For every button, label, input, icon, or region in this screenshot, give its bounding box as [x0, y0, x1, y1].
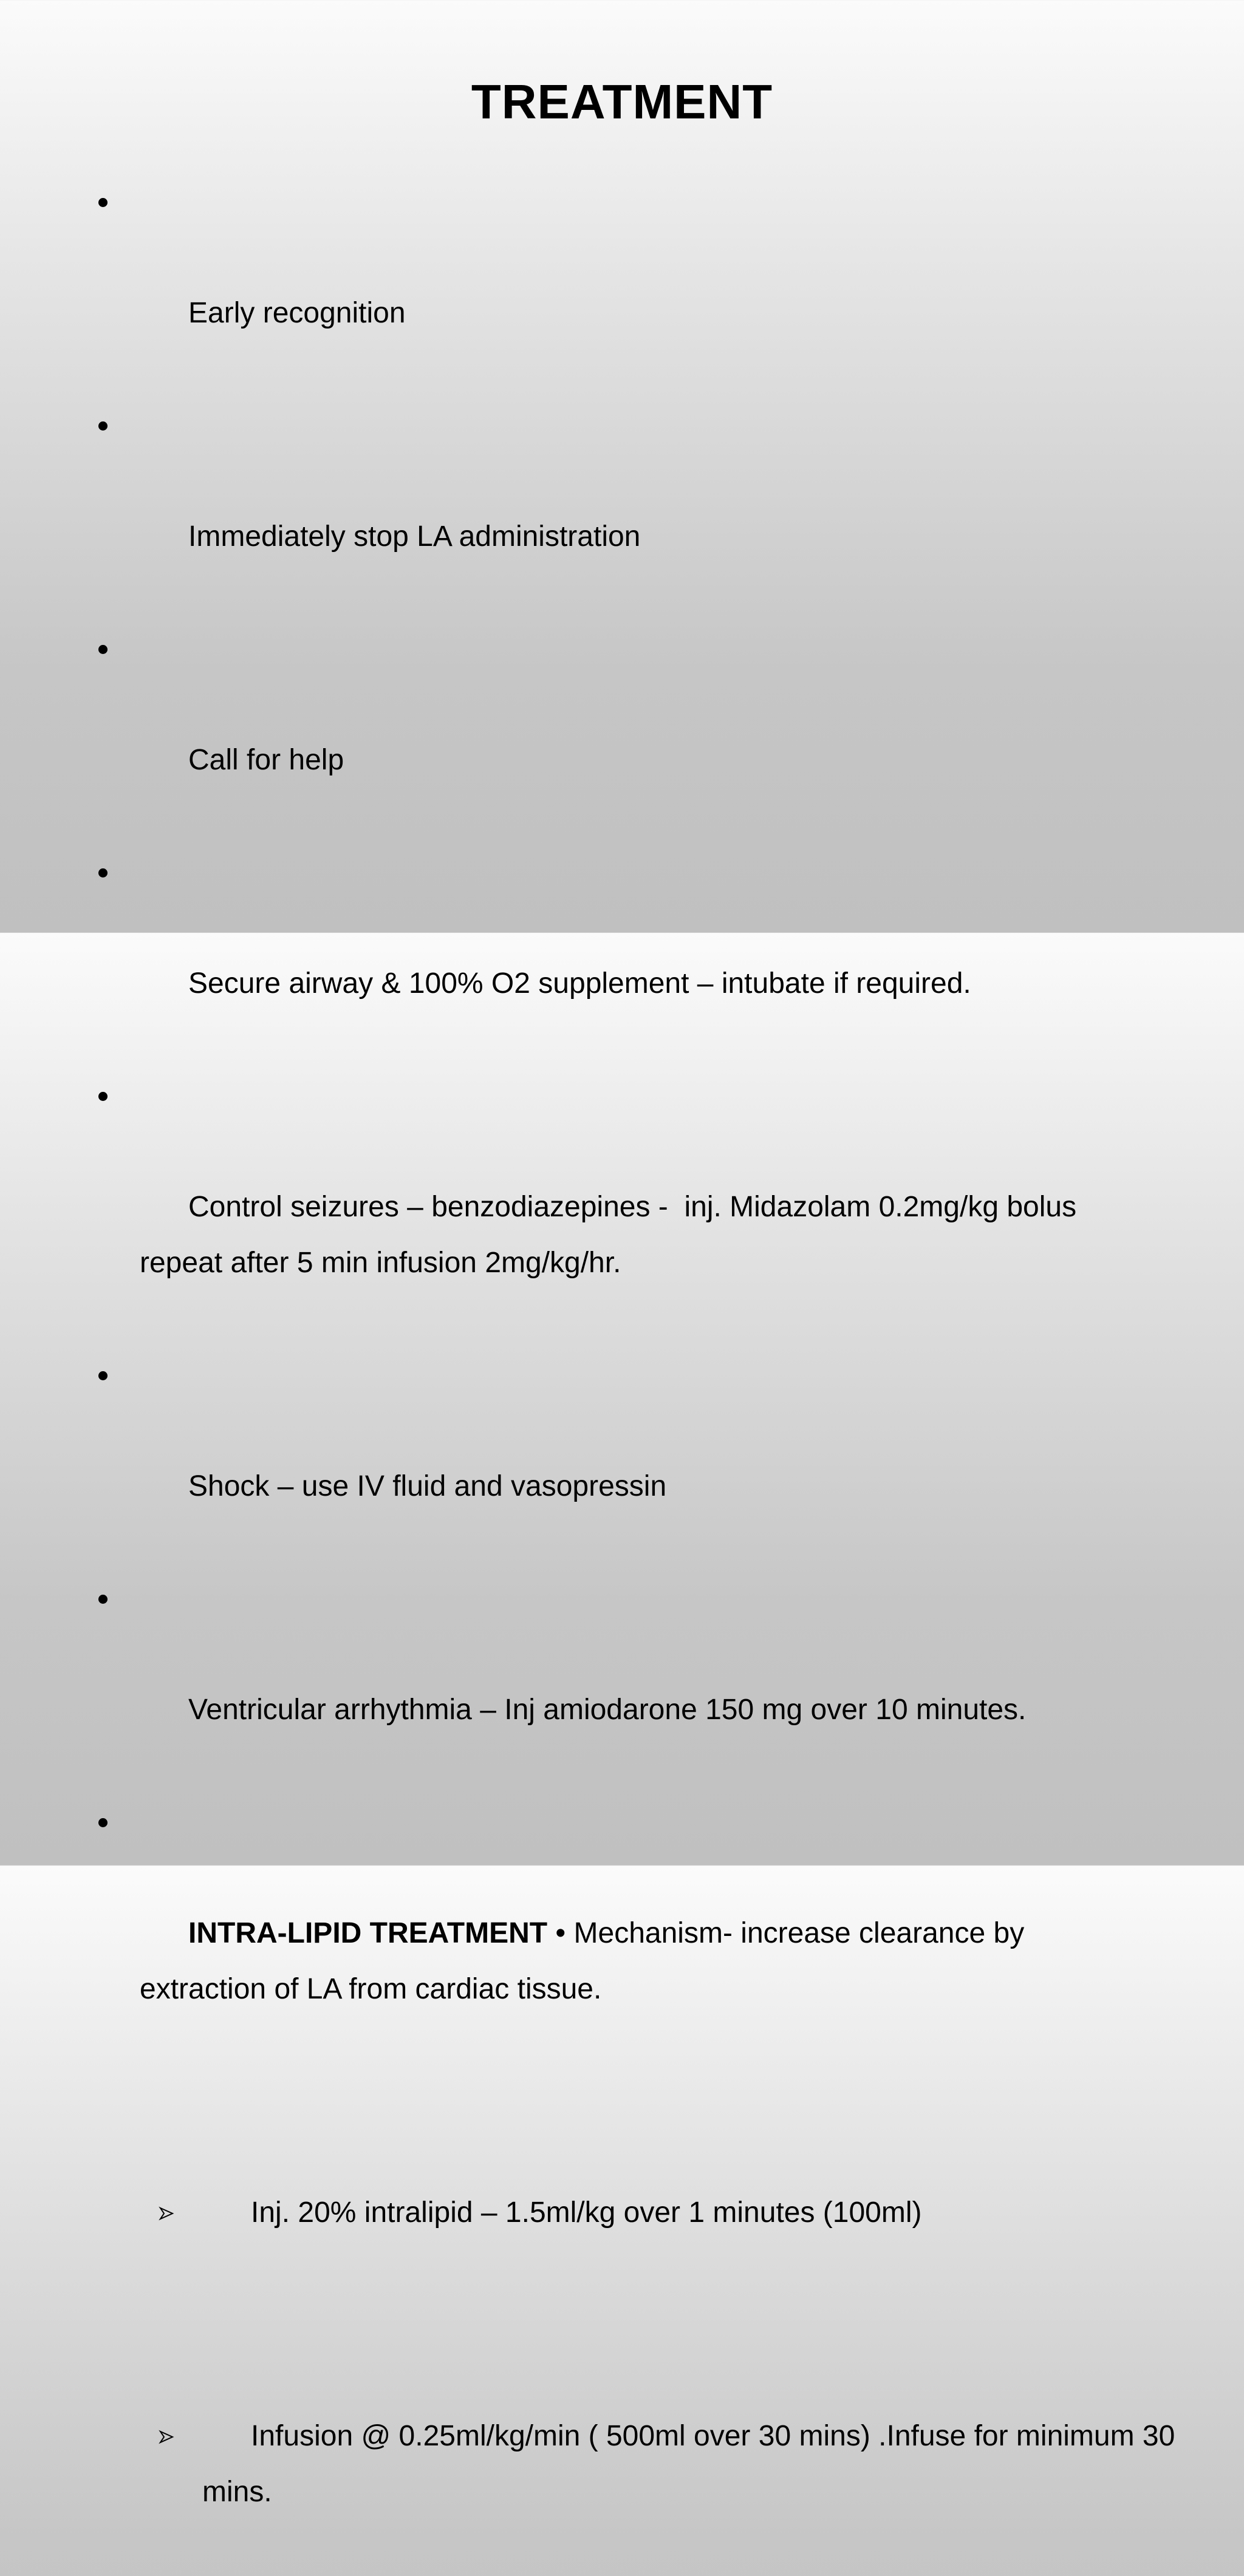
bullet-item — [0, 844, 1244, 1068]
bullet-dot-icon — [98, 645, 108, 654]
bullet-item — [0, 397, 1244, 621]
bullet-text: Early recognition — [188, 297, 406, 329]
sub-bullet-text: Inj. 20% intralipid – 1.5ml/kg over 1 minutes (100ml) — [251, 2196, 922, 2229]
bullet-dot-icon — [98, 1371, 108, 1380]
sub-bullet-text: Infusion @ 0.25ml/kg/min ( 500ml over 30 mins) .Infuse for minimum 30 mins. — [202, 2420, 1183, 2508]
bullet-item — [0, 1347, 1244, 1570]
bullet-dot-icon — [98, 1092, 108, 1101]
bullet-text: Immediately stop LA administration — [188, 520, 641, 553]
bullet-dot-icon — [98, 1595, 108, 1604]
bullet-list — [0, 174, 1244, 2576]
bullet-item — [0, 1794, 1244, 2073]
bullet-bold-text: INTRA-LIPID TREATMENT — [188, 1917, 548, 1949]
bullet-item — [0, 1068, 1244, 1347]
bullet-dot-icon — [98, 868, 108, 877]
slide-title: TREATMENT — [471, 75, 773, 129]
bullet-item — [0, 1570, 1244, 1794]
bullet-dot-icon — [98, 421, 108, 431]
bullet-text: Call for help — [188, 744, 344, 776]
arrow-bullet-icon — [159, 2297, 200, 2555]
bullet-dot-icon — [98, 1818, 108, 1827]
bullet-dot-icon — [98, 198, 108, 207]
bullet-text: • Mechanism- increase clearance by extraction of LA from cardiac tissue. — [140, 1917, 1033, 2005]
sub-bullet-item — [0, 2073, 1244, 2297]
bullet-text: Control seizures – benzodiazepines - inj. Midazolam 0.2mg/kg bolus repeat after 5 min infusion 2mg/kg/hr. — [140, 1191, 1085, 1279]
arrow-bullet-icon — [159, 2073, 200, 2332]
sub-bullet-item — [0, 2297, 1244, 2576]
bullet-item — [0, 621, 1244, 844]
bullet-text: Secure airway & 100% O2 supplement – intubate if required. — [188, 967, 971, 1000]
bullet-item — [0, 174, 1244, 397]
bullet-text: Ventricular arrhythmia – Inj amiodarone 150 mg over 10 minutes. — [188, 1694, 1027, 1726]
bullet-text: Shock – use IV fluid and vasopressin — [188, 1470, 667, 1502]
